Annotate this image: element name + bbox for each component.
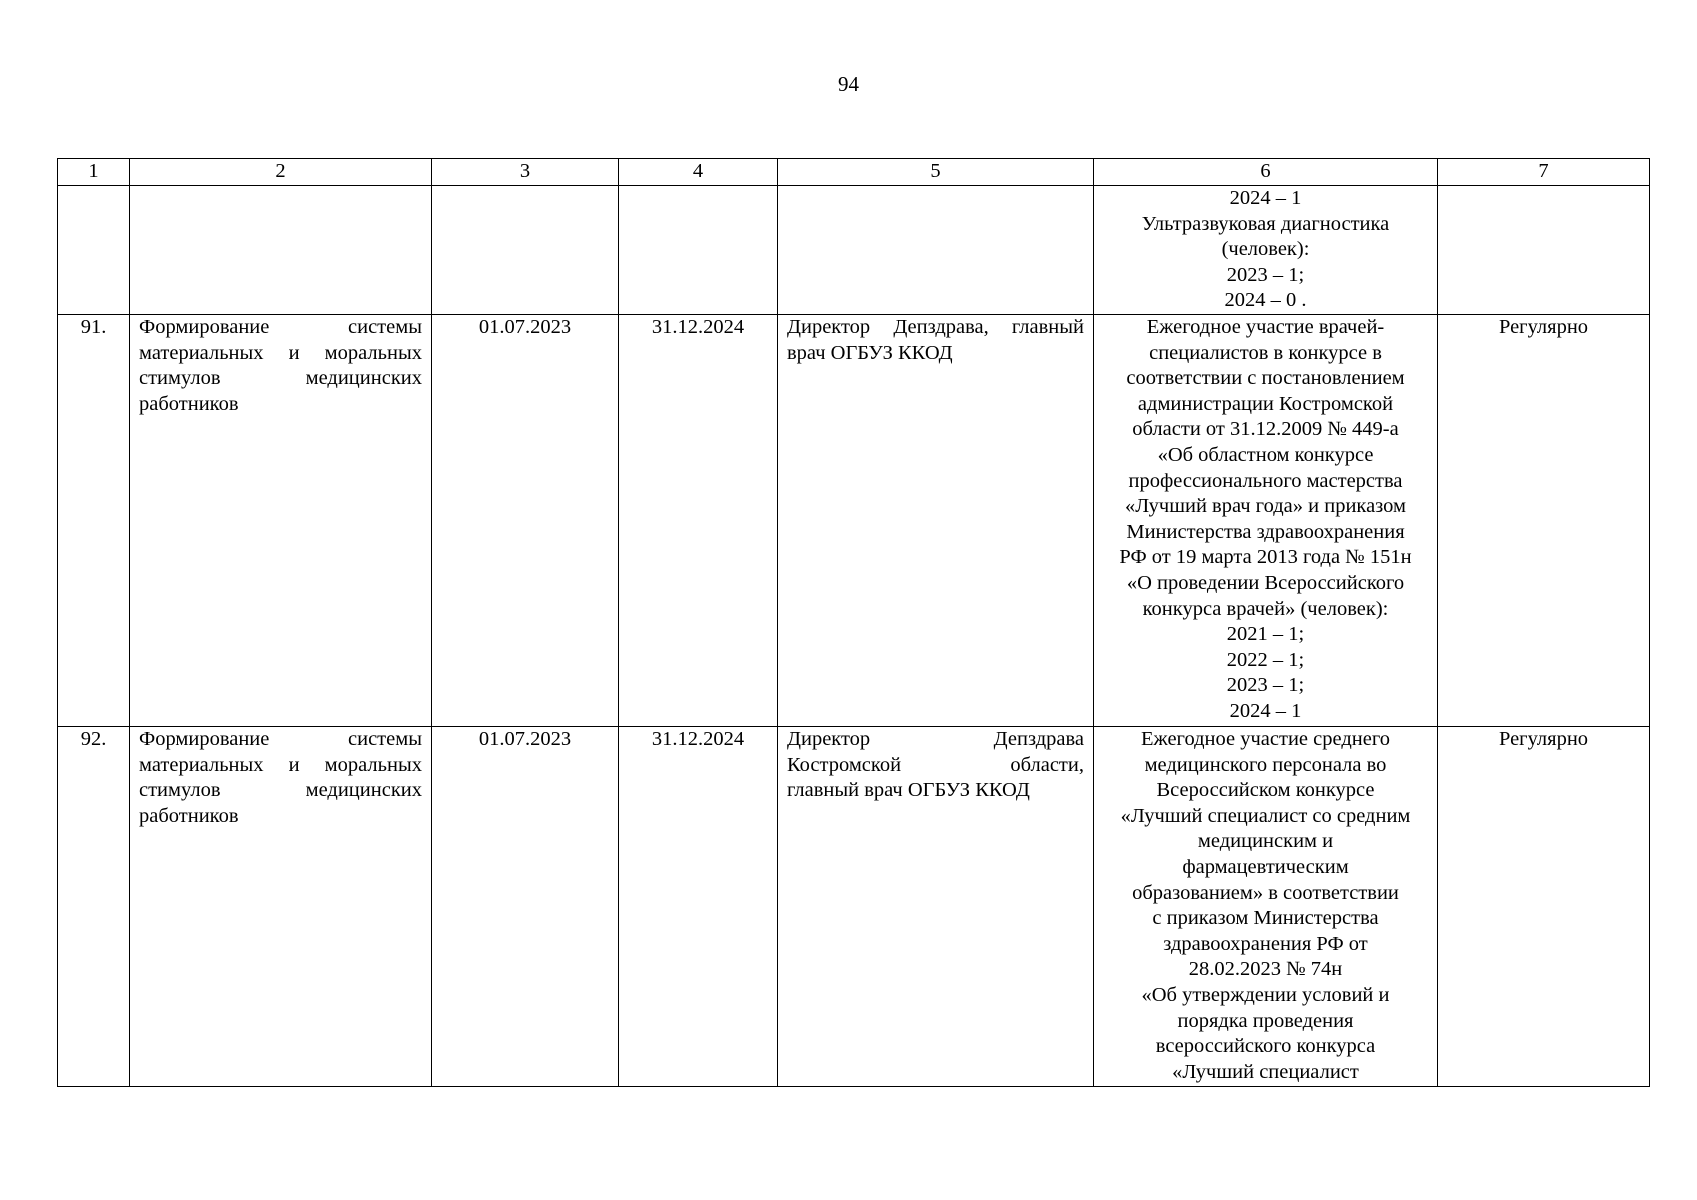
- table-header-row: [58, 159, 1650, 186]
- table-row-continuation: [58, 186, 1650, 315]
- text-line: Формирование системы: [139, 316, 422, 338]
- text-line: 2023 – 1;: [1226, 263, 1305, 286]
- text-line: 2021 – 1;: [1226, 623, 1305, 646]
- start-date-cell: 01.07.2023: [432, 727, 619, 1087]
- indicator-cell: [1094, 186, 1438, 315]
- text-line: 28.02.2023 № 74н: [1188, 958, 1343, 981]
- text-line: «О проведении Всероссийского: [1126, 571, 1405, 594]
- text-line: медицинским и: [1197, 830, 1334, 853]
- text-line: Директор Депздрава, главный: [787, 316, 1084, 338]
- text-line: соответствии с постановлением: [1126, 367, 1405, 390]
- text-line: с приказом Министерства: [1152, 907, 1379, 930]
- text-line: Ежегодное участие врачей-: [1146, 316, 1385, 338]
- text-line: администрации Костромской: [1137, 392, 1394, 415]
- row-number: 91.: [58, 315, 130, 727]
- text-line: Ежегодное участие среднего: [1141, 728, 1390, 750]
- table-cell: [432, 186, 619, 315]
- responsible-cell: [778, 315, 1094, 727]
- text-line: (человек):: [1221, 238, 1310, 261]
- periodicity-cell: Регулярно: [1438, 315, 1650, 727]
- text-line: 2023 – 1;: [1226, 674, 1305, 697]
- page-number: 94: [838, 72, 859, 96]
- text-line: «Об областном конкурсе: [1157, 443, 1374, 466]
- table-cell: [130, 186, 432, 315]
- text-line: «Об утверждении условий и: [1141, 983, 1390, 1006]
- text-line: медицинского персонала во: [1144, 753, 1387, 776]
- periodicity-cell: Регулярно: [1438, 727, 1650, 1087]
- table-cell: [619, 186, 778, 315]
- end-date-cell: 31.12.2024: [619, 727, 778, 1087]
- measure-cell: [130, 727, 432, 1087]
- text-line: Костромской области,: [787, 753, 1084, 776]
- text-line: 2024 – 1: [1229, 187, 1302, 209]
- measures-table: [57, 158, 1650, 1087]
- text-line: Министерства здравоохранения: [1126, 520, 1405, 543]
- text-line: стимулов медицинских: [139, 779, 422, 802]
- text-line: стимулов медицинских: [139, 367, 422, 390]
- text-line: работников: [139, 392, 239, 415]
- text-line: профессионального мастерства: [1128, 469, 1403, 492]
- header-cell: 7: [1438, 159, 1650, 186]
- text-line: работников: [139, 804, 239, 827]
- text-line: всероссийского конкурса: [1155, 1035, 1376, 1058]
- text-line: специалистов в конкурсе в: [1149, 341, 1382, 364]
- text-line: Всероссийском конкурсе: [1156, 779, 1375, 802]
- text-line: фармацевтическим: [1182, 855, 1349, 878]
- text-line: Директор Депздрава: [787, 728, 1084, 750]
- header-cell: 4: [619, 159, 778, 186]
- text-line: Ультразвуковая диагностика: [1141, 212, 1390, 235]
- table-row: [58, 727, 1650, 1087]
- header-cell: 3: [432, 159, 619, 186]
- table-row: [58, 315, 1650, 727]
- end-date-cell: 31.12.2024: [619, 315, 778, 727]
- text-line: 2022 – 1;: [1226, 648, 1305, 671]
- text-line: врач ОГБУЗ ККОД: [787, 341, 953, 364]
- text-line: «Лучший врач года» и приказом: [1124, 495, 1406, 518]
- text-line: материальных и моральных: [139, 341, 422, 364]
- responsible-cell: [778, 727, 1094, 1087]
- text-line: 2024 – 0 .: [1224, 289, 1307, 312]
- text-line: здравоохранения РФ от: [1163, 932, 1368, 955]
- table-cell: [58, 186, 130, 315]
- text-line: образованием» в соответствии: [1132, 881, 1399, 904]
- header-cell: 5: [778, 159, 1094, 186]
- indicator-cell: [1094, 727, 1438, 1087]
- header-cell: 1: [58, 159, 130, 186]
- header-cell: 6: [1094, 159, 1438, 186]
- text-line: главный врач ОГБУЗ ККОД: [787, 779, 1030, 802]
- text-line: «Лучший специалист: [1172, 1060, 1359, 1083]
- text-line: РФ от 19 марта 2013 года № 151н: [1119, 546, 1412, 569]
- text-line: «Лучший специалист со средним: [1120, 804, 1411, 827]
- row-number: 92.: [58, 727, 130, 1087]
- text-line: порядка проведения: [1177, 1009, 1354, 1032]
- text-line: 2024 – 1: [1229, 699, 1302, 722]
- start-date-cell: 01.07.2023: [432, 315, 619, 727]
- measure-cell: [130, 315, 432, 727]
- text-line: Формирование системы: [139, 728, 422, 750]
- table-cell: [1438, 186, 1650, 315]
- text-line: конкурса врачей» (человек):: [1142, 597, 1389, 620]
- text-line: области от 31.12.2009 № 449-а: [1132, 418, 1399, 441]
- header-cell: 2: [130, 159, 432, 186]
- table-cell: [778, 186, 1094, 315]
- indicator-cell: [1094, 315, 1438, 727]
- text-line: материальных и моральных: [139, 753, 422, 776]
